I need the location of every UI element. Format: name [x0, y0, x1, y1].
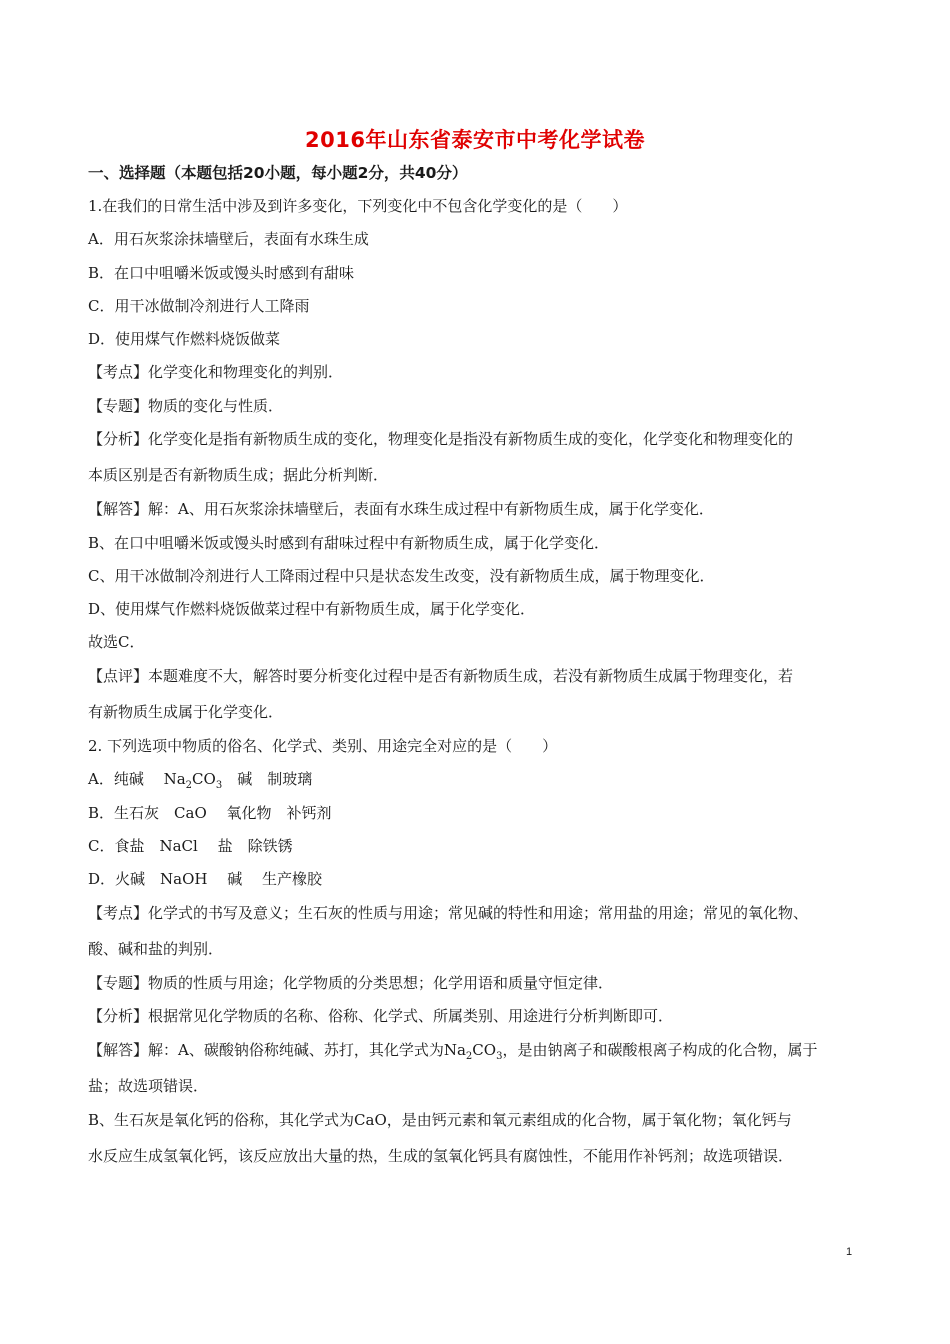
subscript: 3	[496, 1051, 503, 1062]
q2-jieda-b-line2: 水反应生成氢氧化钙，该反应放出大量的热，生成的氢氧化钙具有腐蚀性，不能用作补钙剂；故选项错误．	[88, 1147, 794, 1165]
formula-part: CO	[472, 1041, 497, 1059]
jieda-a-suffix: ，是由钠离子和碳酸根离子构成的化合物，属于	[502, 1041, 818, 1059]
q1-option-d: D．使用煤气作燃料烧饭做菜	[88, 330, 281, 348]
q2-option-b: B．生石灰 CaO 氧化物 补钙剂	[88, 804, 332, 822]
q2-option-a	[88, 769, 868, 796]
q2-kaodian-line2: 酸、碱和盐的判别．	[88, 940, 224, 958]
q2-option-d: D．火碱 NaOH 碱 生产橡胶	[88, 870, 323, 888]
q2-option-a-suffix: 碱 制玻璃	[222, 770, 313, 788]
q2-jieda-b-line1: B、生石灰是氧化钙的俗称，其化学式为CaO，是由钙元素和氧元素组成的化合物，属于氧化物；氧化钙与	[88, 1111, 792, 1129]
q1-stem: 1.在我们的日常生活中涉及到许多变化，下列变化中不包含化学变化的是（ ）	[88, 197, 628, 215]
q2-fenxi: 【分析】根据常见化学物质的名称、俗称、化学式、所属类别、用途进行分析判断即可．	[88, 1007, 674, 1025]
q1-option-b: B．在口中咀嚼米饭或馒头时感到有甜味	[88, 264, 355, 282]
q2-zhuanti: 【专题】物质的性质与用途；化学物质的分类思想；化学用语和质量守恒定律．	[88, 974, 614, 992]
q1-fenxi-line1: 【分析】化学变化是指有新物质生成的变化，物理变化是指没有新物质生成的变化，化学变化和物理变化的	[88, 430, 794, 448]
q1-option-c: C．用干冰做制冷剂进行人工降雨	[88, 297, 310, 315]
q1-dianping-line2: 有新物质生成属于化学变化．	[88, 703, 284, 721]
q1-option-a: A．用石灰浆涂抹墙壁后，表面有水珠生成	[88, 230, 369, 248]
q2-option-a-prefix: A．纯碱 Na	[88, 770, 186, 788]
q1-jieda-c: C、用干冰做制冷剂进行人工降雨过程中只是状态发生改变，没有新物质生成，属于物理变化．	[88, 567, 715, 585]
q1-kaodian: 【考点】化学变化和物理变化的判别．	[88, 363, 344, 381]
formula-part: CO	[192, 770, 216, 788]
q1-fenxi-line2: 本质区别是否有新物质生成；据此分析判断．	[88, 466, 389, 484]
subscript: 3	[215, 780, 223, 791]
q2-kaodian-line1: 【考点】化学式的书写及意义；生石灰的性质与用途；常见碱的特性和用途；常用盐的用途；常见的氧化物、	[88, 904, 809, 922]
page-number: 1	[846, 1246, 853, 1258]
q1-jieda-d: D、使用煤气作燃料烧饭做菜过程中有新物质生成，属于化学变化．	[88, 600, 536, 618]
q2-jieda-a-line2: 盐；故选项错误．	[88, 1077, 209, 1095]
q1-jieda-a: 【解答】解：A、用石灰浆涂抹墙壁后，表面有水珠生成过程中有新物质生成，属于化学变化．	[88, 500, 714, 518]
q2-stem: 2. 下列选项中物质的俗名、化学式、类别、用途完全对应的是（ ）	[88, 737, 558, 755]
q1-answer: 故选C．	[88, 633, 145, 651]
jieda-a-prefix: 【解答】解：A、碳酸钠俗称纯碱、苏打，其化学式为Na	[88, 1041, 466, 1059]
q1-dianping-line1: 【点评】本题难度不大，解答时要分析变化过程中是否有新物质生成，若没有新物质生成属于物理变化，若	[88, 667, 794, 685]
q2-option-c: C．食盐 NaCl 盐 除铁锈	[88, 837, 293, 855]
subscript: 2	[185, 780, 193, 791]
section-heading: 一、选择题（本题包括20小题，每小题2分，共40分）	[88, 164, 468, 182]
q1-jieda-b: B、在口中咀嚼米饭或馒头时感到有甜味过程中有新物质生成，属于化学变化．	[88, 534, 610, 552]
subscript: 2	[465, 1051, 473, 1062]
q1-zhuanti: 【专题】物质的变化与性质．	[88, 397, 284, 415]
q2-jieda-a-line1	[88, 1040, 868, 1067]
page-title: 2016年山东省泰安市中考化学试卷	[305, 128, 645, 152]
